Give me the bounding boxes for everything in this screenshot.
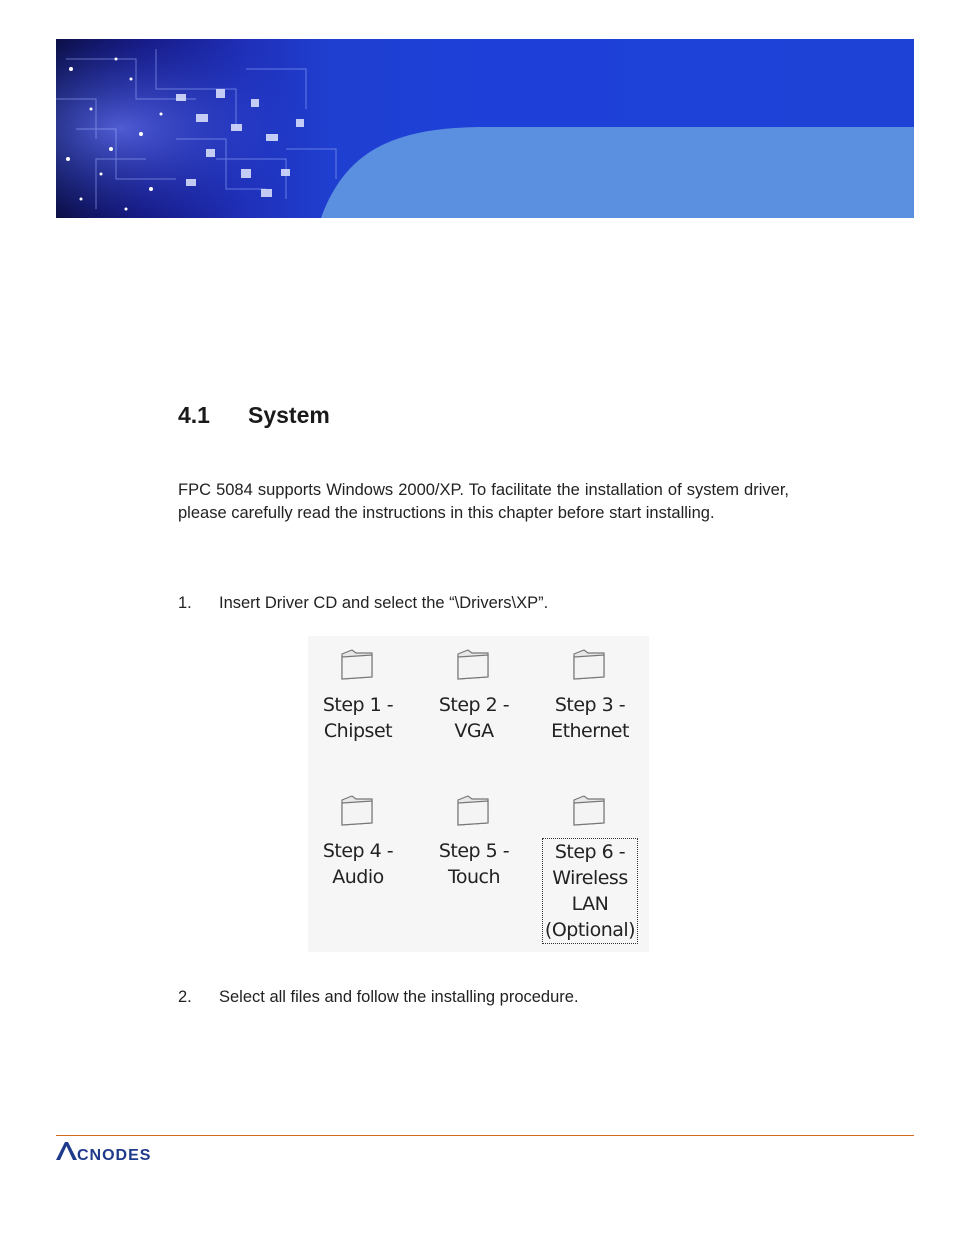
section-heading: [178, 402, 330, 429]
folder-icon: [454, 644, 494, 684]
folder-label: Step 4 - Audio: [322, 840, 394, 888]
folder-icon: [570, 644, 610, 684]
folder-label: Step 1 - Chipset: [322, 694, 394, 742]
step-number: 1.: [178, 594, 192, 612]
intro-paragraph: FPC 5084 supports Windows 2000/XP. To facilitate the installation of system driver, please carefully read the instructions in this chapter before start installing.: [178, 481, 789, 522]
driver-folder-screenshot: [308, 636, 649, 952]
folder-step-6-wireless-lan[interactable]: [540, 790, 640, 944]
header-banner: [56, 39, 914, 218]
folder-step-5-touch[interactable]: [424, 790, 524, 890]
step-text: Insert Driver CD and select the “\Drivers\XP”.: [219, 594, 549, 612]
step-text: Select all files and follow the installing procedure.: [219, 988, 579, 1006]
step-number: 2.: [178, 988, 192, 1006]
folder-step-4-audio[interactable]: [308, 790, 408, 890]
folder-icon: [570, 790, 610, 830]
folder-label: Step 5 - Touch: [438, 840, 510, 888]
folder-icon: [338, 790, 378, 830]
folder-label: Step 2 - VGA: [438, 694, 510, 742]
folder-icon: [454, 790, 494, 830]
section-number: 4.1: [178, 402, 210, 428]
banner-wave-shape: [56, 39, 914, 218]
folder-icon: [338, 644, 378, 684]
folder-step-3-ethernet[interactable]: [540, 644, 640, 744]
section-title: System: [248, 402, 330, 428]
folder-label: Step 3 - Ethernet: [551, 694, 629, 742]
step-2: [178, 988, 579, 1007]
svg-text:CNODES: CNODES: [77, 1147, 152, 1162]
acnodes-logo: [56, 1140, 212, 1162]
step-1: [178, 594, 548, 613]
folder-step-2-vga[interactable]: [424, 644, 524, 744]
folder-label: Step 6 - Wireless LAN (Optional): [542, 838, 638, 944]
footer-divider: [56, 1135, 914, 1136]
folder-step-1-chipset[interactable]: [308, 644, 408, 744]
